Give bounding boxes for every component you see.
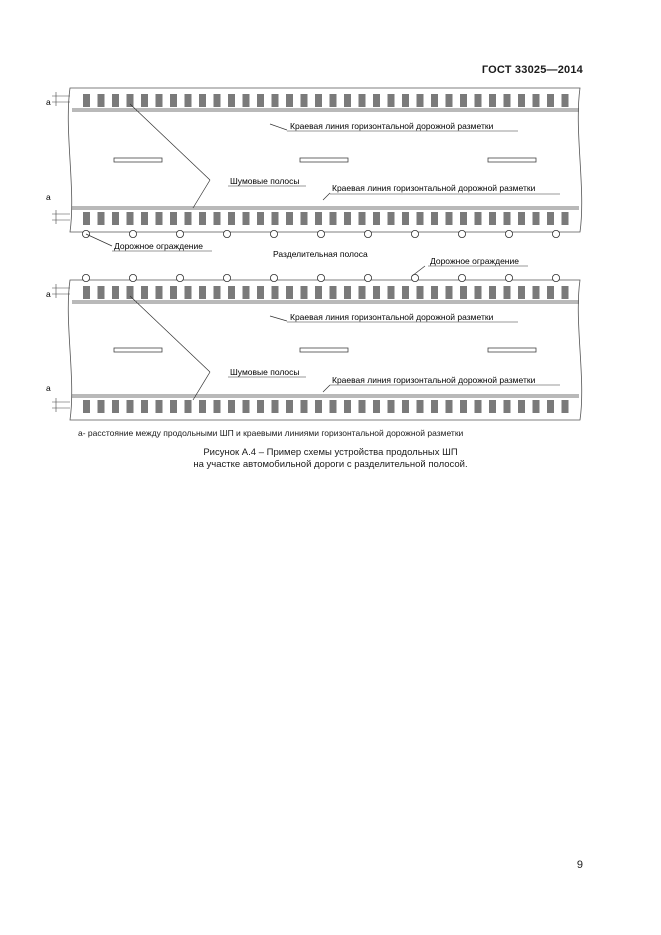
rumble-strip-top-inner [112, 212, 119, 225]
rumble-strip-bottom-outer [344, 286, 351, 299]
rumble-strip-top-inner [156, 212, 163, 225]
rumble-strip-bottom-outer [330, 286, 337, 299]
rumble-strip-top-outer [475, 94, 482, 107]
rumble-strip-top-outer [431, 94, 438, 107]
rumble-strip-bottom-inner [199, 400, 206, 413]
rumble-strip-bottom-inner [562, 400, 569, 413]
rumble-strip-top-outer [272, 94, 279, 107]
rumble-strip-bottom-outer [83, 286, 90, 299]
rumble-strip-top-inner [83, 212, 90, 225]
rumble-strip-bottom-inner [98, 400, 105, 413]
figure-legend: а- расстояние между продольными ШП и краевыми линиями горизонтальной дорожной разметки [78, 428, 464, 438]
guardrail-post-top [129, 230, 136, 237]
rumble-strip-top-outer [518, 94, 525, 107]
guardrail-post-top [505, 230, 512, 237]
rumble-strip-bottom-outer [431, 286, 438, 299]
guardrail-post-bottom [317, 274, 324, 281]
rumble-strip-bottom-inner [344, 400, 351, 413]
guardrail-label-2: Дорожное ограждение [430, 256, 519, 266]
rumble-strip-top-outer [156, 94, 163, 107]
rumble-strip-top-inner [214, 212, 221, 225]
guardrail-post-top [223, 230, 230, 237]
figure-caption [0, 447, 661, 471]
rumble-strip-top-inner [330, 212, 337, 225]
rumble-strip-bottom-outer [388, 286, 395, 299]
rumble-strip-bottom-outer [446, 286, 453, 299]
guardrail-label-1: Дорожное ограждение [114, 241, 203, 251]
rumble-strip-top-inner [243, 212, 250, 225]
rumble-strip-top-outer [83, 94, 90, 107]
rumble-strip-top-outer [359, 94, 366, 107]
leader-line [412, 266, 425, 276]
rumble-strip-top-inner [301, 212, 308, 225]
center-line-dash-top [300, 158, 348, 162]
center-line-dash-bottom [488, 348, 536, 352]
rumble-strip-bottom-inner [286, 400, 293, 413]
rumble-strip-top-outer [489, 94, 496, 107]
edge-line-label-3: Краевая линия горизонтальной дорожной разметки [290, 312, 494, 322]
dimension-a-label-2: а [46, 192, 51, 202]
guardrail-post-top [552, 230, 559, 237]
guardrail-post-bottom [82, 274, 89, 281]
rumble-strip-top-outer [257, 94, 264, 107]
edge-line-label-2: Краевая линия горизонтальной дорожной разметки [332, 183, 536, 193]
rumble-strip-top-outer [547, 94, 554, 107]
rumble-strip-bottom-outer [504, 286, 511, 299]
rumble-strip-bottom-outer [402, 286, 409, 299]
rumble-strip-top-inner [417, 212, 424, 225]
rumble-strip-top-inner [185, 212, 192, 225]
rumble-strip-bottom-outer [359, 286, 366, 299]
rumble-strip-top-inner [533, 212, 540, 225]
rumble-strip-bottom-outer [170, 286, 177, 299]
rumble-strip-top-outer [112, 94, 119, 107]
rumble-strip-bottom-outer [286, 286, 293, 299]
rumble-strip-top-inner [431, 212, 438, 225]
rumble-strip-bottom-inner [417, 400, 424, 413]
rumble-strip-top-outer [243, 94, 250, 107]
rumble-strip-bottom-inner [141, 400, 148, 413]
document-number: ГОСТ 33025—2014 [481, 64, 583, 76]
rumble-strip-top-inner [388, 212, 395, 225]
rumble-strip-top-outer [330, 94, 337, 107]
rumble-strip-bottom-inner [315, 400, 322, 413]
rumble-strip-top-inner [489, 212, 496, 225]
rumble-strip-top-outer [373, 94, 380, 107]
dimension-a-label-4: а [46, 383, 51, 393]
rumble-strip-bottom-inner [533, 400, 540, 413]
rumble-strip-bottom-inner [272, 400, 279, 413]
dimension-a-label-3: а [46, 289, 51, 299]
rumble-strip-top-inner [315, 212, 322, 225]
rumble-strip-bottom-inner [547, 400, 554, 413]
road-scheme-figure [0, 0, 661, 430]
rumble-strip-bottom-outer [141, 286, 148, 299]
rumble-strip-bottom-outer [562, 286, 569, 299]
rumble-strip-top-outer [286, 94, 293, 107]
guardrail-post-bottom [270, 274, 277, 281]
rumble-strip-top-inner [127, 212, 134, 225]
rumble-strip-bottom-outer [547, 286, 554, 299]
rumble-strip-top-inner [344, 212, 351, 225]
rumble-strip-top-outer [214, 94, 221, 107]
rumble-strips-label-2: Шумовые полосы [230, 367, 300, 377]
rumble-strip-bottom-inner [388, 400, 395, 413]
rumble-strip-bottom-inner [402, 400, 409, 413]
rumble-strip-bottom-inner [330, 400, 337, 413]
guardrail-post-bottom [176, 274, 183, 281]
rumble-strip-bottom-outer [460, 286, 467, 299]
dimension-a-label-1: а [46, 97, 51, 107]
median-label: Разделительная полоса [273, 249, 368, 259]
rumble-strip-top-inner [228, 212, 235, 225]
center-line-dash-top [114, 158, 162, 162]
rumble-strip-bottom-inner [185, 400, 192, 413]
center-line-dash-bottom [300, 348, 348, 352]
rumble-strip-bottom-outer [185, 286, 192, 299]
guardrail-post-top [176, 230, 183, 237]
rumble-strip-top-outer [344, 94, 351, 107]
rumble-strip-bottom-inner [460, 400, 467, 413]
page-number: 9 [576, 859, 583, 871]
rumble-strip-top-inner [272, 212, 279, 225]
rumble-strip-bottom-inner [156, 400, 163, 413]
center-line-dash-bottom [114, 348, 162, 352]
rumble-strip-bottom-outer [243, 286, 250, 299]
rumble-strip-top-inner [518, 212, 525, 225]
rumble-strip-bottom-inner [373, 400, 380, 413]
guardrail-post-bottom [458, 274, 465, 281]
rumble-strip-top-outer [388, 94, 395, 107]
rumble-strip-top-inner [199, 212, 206, 225]
guardrail-post-bottom [223, 274, 230, 281]
rumble-strip-top-outer [170, 94, 177, 107]
rumble-strip-bottom-inner [475, 400, 482, 413]
rumble-strip-top-inner [359, 212, 366, 225]
rumble-strip-top-outer [228, 94, 235, 107]
leader-line [86, 234, 112, 246]
rumble-strip-bottom-inner [301, 400, 308, 413]
rumble-strip-top-inner [446, 212, 453, 225]
rumble-strip-top-inner [170, 212, 177, 225]
guardrail-post-top [411, 230, 418, 237]
rumble-strip-top-outer [402, 94, 409, 107]
rumble-strip-top-outer [141, 94, 148, 107]
rumble-strip-bottom-inner [257, 400, 264, 413]
guardrail-post-bottom [552, 274, 559, 281]
rumble-strip-bottom-outer [301, 286, 308, 299]
guardrail-post-top [270, 230, 277, 237]
rumble-strips-label-1: Шумовые полосы [230, 176, 300, 186]
rumble-strip-bottom-inner [489, 400, 496, 413]
rumble-strip-top-outer [504, 94, 511, 107]
rumble-strip-bottom-inner [214, 400, 221, 413]
guardrail-post-top [364, 230, 371, 237]
center-line-dash-top [488, 158, 536, 162]
rumble-strip-top-inner [141, 212, 148, 225]
rumble-strip-top-inner [562, 212, 569, 225]
guardrail-post-bottom [129, 274, 136, 281]
guardrail-post-top [458, 230, 465, 237]
rumble-strip-bottom-outer [228, 286, 235, 299]
rumble-strip-bottom-inner [127, 400, 134, 413]
rumble-strip-top-outer [446, 94, 453, 107]
rumble-strip-bottom-outer [257, 286, 264, 299]
rumble-strip-bottom-inner [504, 400, 511, 413]
rumble-strip-top-outer [417, 94, 424, 107]
rumble-strip-bottom-outer [489, 286, 496, 299]
rumble-strip-top-outer [301, 94, 308, 107]
rumble-strip-bottom-inner [170, 400, 177, 413]
rumble-strip-top-outer [533, 94, 540, 107]
rumble-strip-top-outer [127, 94, 134, 107]
rumble-strip-top-outer [199, 94, 206, 107]
rumble-strip-top-inner [460, 212, 467, 225]
guardrail-post-top [317, 230, 324, 237]
rumble-strip-top-outer [315, 94, 322, 107]
rumble-strip-top-inner [475, 212, 482, 225]
rumble-strip-bottom-inner [228, 400, 235, 413]
rumble-strip-bottom-outer [272, 286, 279, 299]
rumble-strip-top-inner [257, 212, 264, 225]
rumble-strip-top-outer [562, 94, 569, 107]
edge-line-label-1: Краевая линия горизонтальной дорожной разметки [290, 121, 494, 131]
rumble-strip-bottom-outer [127, 286, 134, 299]
rumble-strip-bottom-outer [112, 286, 119, 299]
rumble-strip-bottom-outer [475, 286, 482, 299]
rumble-strip-top-outer [460, 94, 467, 107]
rumble-strip-bottom-outer [373, 286, 380, 299]
rumble-strip-top-inner [98, 212, 105, 225]
rumble-strip-top-inner [402, 212, 409, 225]
rumble-strip-bottom-inner [431, 400, 438, 413]
rumble-strip-bottom-outer [98, 286, 105, 299]
rumble-strip-top-inner [373, 212, 380, 225]
rumble-strip-bottom-outer [199, 286, 206, 299]
guardrail-post-bottom [364, 274, 371, 281]
rumble-strip-bottom-outer [518, 286, 525, 299]
rumble-strip-bottom-outer [214, 286, 221, 299]
rumble-strip-bottom-inner [518, 400, 525, 413]
rumble-strip-top-inner [286, 212, 293, 225]
guardrail-post-bottom [505, 274, 512, 281]
rumble-strip-top-outer [185, 94, 192, 107]
rumble-strip-bottom-inner [359, 400, 366, 413]
rumble-strip-top-outer [98, 94, 105, 107]
rumble-strip-bottom-outer [533, 286, 540, 299]
rumble-strip-bottom-inner [446, 400, 453, 413]
rumble-strip-bottom-inner [112, 400, 119, 413]
rumble-strip-top-inner [504, 212, 511, 225]
rumble-strip-bottom-outer [156, 286, 163, 299]
rumble-strip-bottom-inner [243, 400, 250, 413]
rumble-strip-top-inner [547, 212, 554, 225]
edge-line-label-4: Краевая линия горизонтальной дорожной разметки [332, 375, 536, 385]
rumble-strip-bottom-outer [315, 286, 322, 299]
rumble-strip-bottom-inner [83, 400, 90, 413]
caption-line-2: на участке автомобильной дороги с разделительной полосой. [193, 459, 468, 470]
caption-line-1: Рисунок А.4 – Пример схемы устройства продольных ШП [203, 447, 458, 458]
rumble-strip-bottom-outer [417, 286, 424, 299]
